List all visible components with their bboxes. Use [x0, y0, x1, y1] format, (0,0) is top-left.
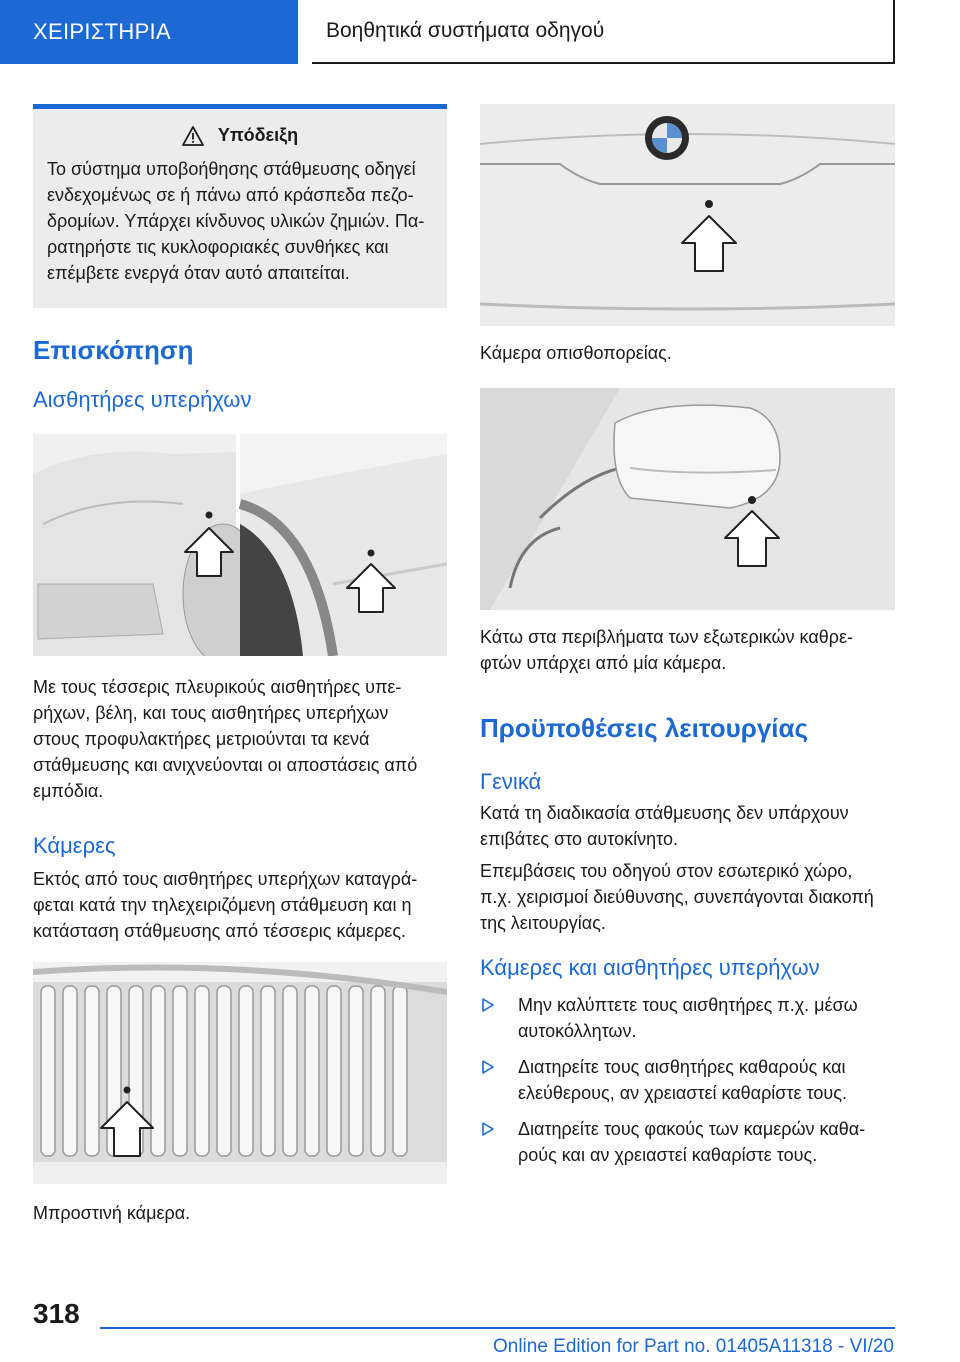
- list-item: Διατηρείτε τους αισθητήρες καθαρούς και ελεύθερους, αν χρειαστεί καθαρίστε τους.: [480, 1054, 895, 1106]
- sensors-figure: [33, 434, 447, 656]
- bullet-triangle-icon: [482, 1060, 494, 1074]
- note-title: Υπόδειξη: [217, 125, 299, 145]
- overview-heading: Επισκόπηση: [33, 335, 194, 365]
- edition-footer: Online Edition for Part no. 01405A11318 - VI/20: [492, 1336, 894, 1357]
- cam-sensors-heading: Κάμερες και αισθητήρες υπερήχων: [480, 955, 820, 980]
- front-camera-figure: [33, 962, 447, 1184]
- mirror-camera-figure: [480, 388, 895, 610]
- requirements-heading: Προϋποθέσεις λειτουργίας: [480, 713, 809, 743]
- general-text-2: Επεμβάσεις του οδηγού στον εσωτερικό χώρο, π.χ. χειρισμοί διεύθυνσης, συνεπάγονται διακοπή της λειτουργίας.: [480, 861, 874, 933]
- left-column: [33, 104, 447, 1226]
- note-text: Το σύστημα υποβοήθησης στάθμευσης οδηγεί ενδεχομένως σε ή πάνω από κράσπεδα πεζο- δρομίων. Υπάρχει κίνδυνος υλικών ζημιών. Πα- ρατηρήστε τις κυκλοφοριακές συνθήκες και επέμβετε ενεργά όταν αυτό απαιτείται.: [47, 159, 425, 283]
- general-text-1: Κατά τη διαδικασία στάθμευσης δεν υπάρχουν επιβάτες στο αυτοκίνητο.: [480, 803, 849, 849]
- sensors-text: Με τους τέσσερις πλευρικούς αισθητήρες υπε- ρήχων, βέλη, και τους αισθητήρες υπερήχων στους προφυλακτήρες μετριούνται τα κενά στάθμευσης και ανιχνεύονται οι αποστάσεις από εμπόδια.: [33, 677, 418, 801]
- chapter-title: Βοηθητικά συστήματα οδηγού: [312, 0, 895, 64]
- cameras-heading: Κάμερες: [33, 833, 116, 858]
- front-camera-caption: Μπροστινή κάμερα.: [33, 1203, 191, 1223]
- right-column: [480, 104, 895, 1178]
- care-bullets: [480, 992, 895, 1168]
- bullet-triangle-icon: [482, 998, 494, 1012]
- rear-camera-caption: Κάμερα οπισθοπορείας.: [480, 343, 672, 363]
- footer-divider: [100, 1327, 895, 1329]
- rear-camera-figure: [480, 104, 895, 326]
- general-heading: Γενικά: [480, 769, 542, 794]
- list-item: Μην καλύπτετε τους αισθητήρες π.χ. μέσω αυτοκόλλητων.: [480, 992, 895, 1044]
- list-item: Διατηρείτε τους φακούς των καμερών καθα- ρούς και αν χρειαστεί καθαρίστε τους.: [480, 1116, 895, 1168]
- sensors-heading: Αισθητήρες υπερήχων: [33, 387, 252, 412]
- page-number: 318: [33, 1298, 80, 1329]
- mirror-camera-caption: Κάτω στα περιβλήματα των εξωτερικών καθρε- φτών υπάρχει από μία κάμερα.: [480, 627, 854, 673]
- warning-note: [33, 104, 447, 308]
- cameras-text: Εκτός από τους αισθητήρες υπερήχων καταγρά- φεται κατά την τηλεχειριζόμενη στάθμευση και η κατάσταση στάθμευσης από τέσσερις κάμερες.: [33, 869, 418, 941]
- section-tab: ΧΕΙΡΙΣΤΗΡΙΑ: [0, 0, 298, 64]
- warning-icon: [182, 126, 204, 146]
- bullet-triangle-icon: [482, 1122, 494, 1136]
